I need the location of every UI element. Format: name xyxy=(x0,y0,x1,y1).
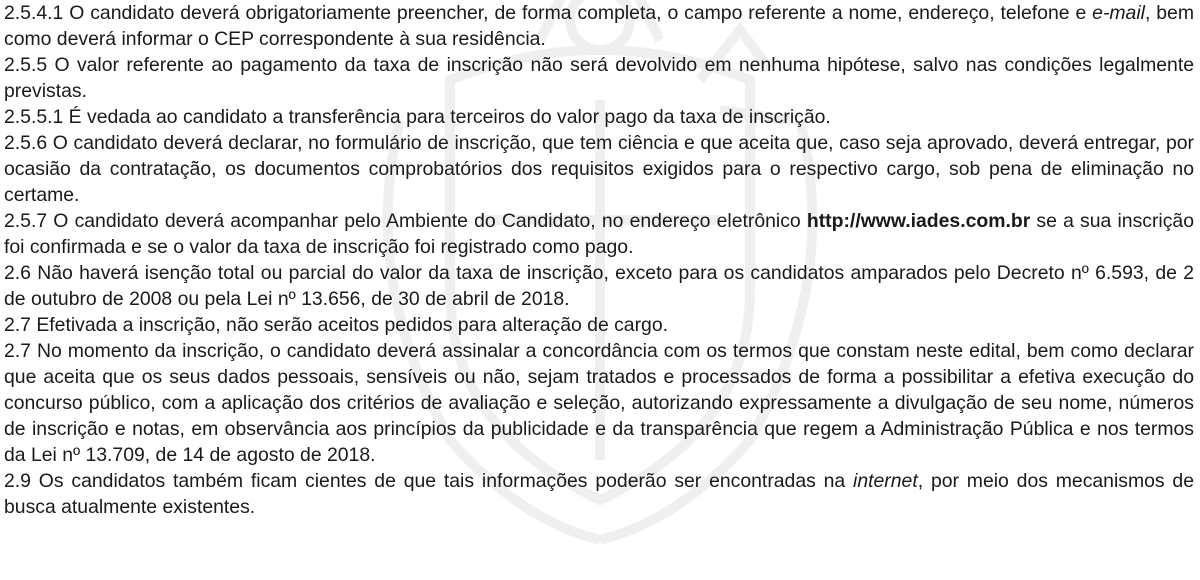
paragraph-text: , por meio dos mecanismos de busca atualmente existentes. xyxy=(4,470,1194,518)
paragraph-2-5-7 xyxy=(4,208,1194,260)
paragraph-text: 2.9 Os candidatos também ficam cientes de que tais informações poderão ser encontradas na xyxy=(4,470,854,492)
email-term: e-mail xyxy=(1092,2,1145,24)
paragraph-2-7-alteracao: 2.7 Efetivada a inscrição, não serão aceitos pedidos para alteração de cargo. xyxy=(4,314,669,336)
paragraph-2-6: 2.6 Não haverá isenção total ou parcial do valor da taxa de inscrição, exceto para os candidatos amparados pelo Decreto nº 6.593, de 2 de outubro de 2008 ou pela Lei nº 13.656, de 30 de abril de 2018. xyxy=(4,262,1194,310)
paragraph-text: , bem como deverá informar o CEP correspondente à sua residência. xyxy=(4,2,1194,50)
iades-website-link[interactable]: http://www.iades.com.br xyxy=(806,210,1031,232)
paragraph-text: 2.5.7 O candidato deverá acompanhar pelo Ambiente do Candidato, no endereço eletrônico xyxy=(4,210,807,232)
paragraph-2-5-5-1: 2.5.5.1 É vedada ao candidato a transferência para terceiros do valor pago da taxa de inscrição. xyxy=(4,106,831,128)
paragraph-2-5-5: 2.5.5 O valor referente ao pagamento da taxa de inscrição não será devolvido em nenhuma hipótese, salvo nas condições legalmente previstas. xyxy=(4,54,1194,102)
paragraph-text: se a sua inscrição foi confirmada e se o valor da taxa de inscrição foi registrado como pago. xyxy=(4,210,1194,258)
paragraph-text: 2.5.4.1 O candidato deverá obrigatoriamente preencher, de forma completa, o campo referente a nome, endereço, telefone e xyxy=(4,2,1093,24)
paragraph-2-9 xyxy=(4,468,1194,520)
internet-term: internet xyxy=(853,470,918,492)
paragraph-2-7-concordancia: 2.7 No momento da inscrição, o candidato deverá assinalar a concordância com os termos que constam neste edital, bem como declarar que aceita que os seus dados pessoais, sensíveis ou não, sejam tratados e processados de forma a possibilitar a efetiva execução do concurso público, com a aplicação dos critérios de avaliação e seleção, autorizando expressamente a divulgação de seu nome, números de inscrição e notas, em observância aos princípios da publicidade e da transparência que regem a Administração Pública e nos termos da Lei nº 13.709, de 14 de agosto de 2018. xyxy=(4,340,1194,466)
paragraph-2-5-6: 2.5.6 O candidato deverá declarar, no formulário de inscrição, que tem ciência e que aceita que, caso seja aprovado, deverá entregar, por ocasião da contratação, os documentos comprobatórios dos requisitos exigidos para o respectivo cargo, sob pena de eliminação no certame. xyxy=(4,132,1194,206)
paragraph-2-5-4-1 xyxy=(4,0,1194,52)
